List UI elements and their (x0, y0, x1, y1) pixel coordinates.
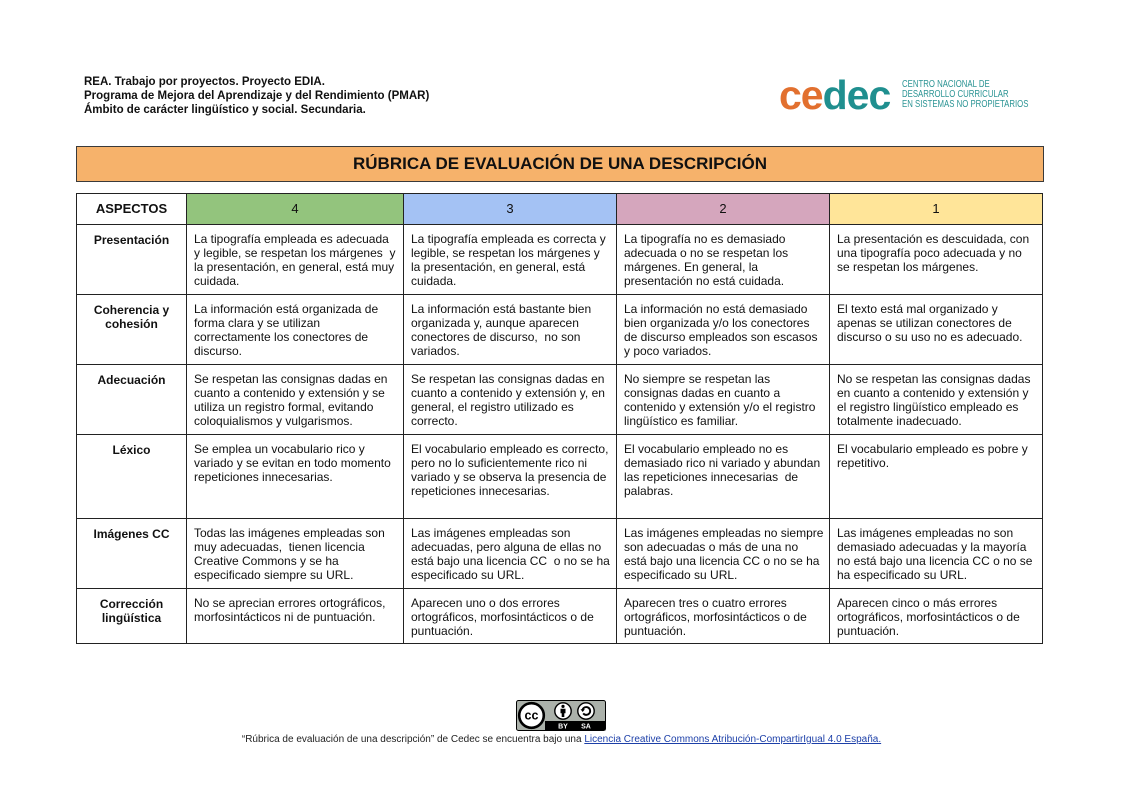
cedec-logo (779, 72, 1064, 118)
criterion-cell-level-3: La tipografía empleada es correcta y legible, se respetan los márgenes y la presentación, en general, está cuidada. (404, 225, 617, 295)
header-line-scope: Ámbito de carácter lingüístico y social. Secundaria. (84, 104, 366, 116)
badge-cc-text: cc (524, 708, 539, 723)
criterion-cell-level-4: Todas las imágenes empleadas son muy adecuadas, tienen licencia Creative Commons y se ha especificado siempre su URL. (187, 519, 404, 589)
criterion-cell-level-4: No se aprecian errores ortográficos, morfosintácticos ni de puntuación. (187, 589, 404, 644)
aspect-label: Adecuación (77, 365, 187, 435)
criterion-cell-level-2: El vocabulario empleado no es demasiado rico ni variado y abundan las repeticiones innecesarias de palabras. (617, 435, 830, 519)
level-4-header: 4 (187, 194, 404, 225)
table-row (77, 435, 1043, 519)
level-3-header: 3 (404, 194, 617, 225)
criterion-cell-level-2: La tipografía no es demasiado adecuada o no se respetan los márgenes. En general, la presentación no está cuidada. (617, 225, 830, 295)
criterion-cell-level-1: El texto está mal organizado y apenas se utilizan conectores de discurso o su uso no es adecuado. (830, 295, 1043, 365)
criterion-cell-level-1: Las imágenes empleadas no son demasiado adecuadas y la mayoría no está bajo una licencia CC o no se ha especificado su URL. (830, 519, 1043, 589)
level-1-header: 1 (830, 194, 1043, 225)
criterion-cell-level-3: El vocabulario empleado es correcto, pero no lo suficientemente rico ni variado y se observa la presencia de repeticiones innecesarias. (404, 435, 617, 519)
criterion-cell-level-1: Aparecen cinco o más errores ortográficos, morfosintácticos o de puntuación. (830, 589, 1043, 644)
license-link[interactable]: Licencia Creative Commons Atribución-CompartirIgual 4.0 España. (584, 734, 882, 745)
aspect-label: Corrección lingüística (77, 589, 187, 644)
logo-wordmark-part-ce: ce (779, 72, 823, 118)
badge-bottom-strip (545, 721, 606, 731)
logo-wordmark-part-dec: dec (822, 72, 891, 118)
logo-tagline-line: DESARROLLO CURRICULAR (902, 89, 1009, 100)
criterion-cell-level-3: Aparecen uno o dos errores ortográficos, morfosintácticos o de puntuación. (404, 589, 617, 644)
creative-commons-icon (519, 703, 544, 728)
logo-tagline-line: CENTRO NACIONAL DE (902, 79, 990, 90)
criterion-cell-level-4: Se respetan las consignas dadas en cuanto a contenido y extensión y se utiliza un registro formal, evitando coloquialismos y vulgarismos. (187, 365, 404, 435)
table-header-row (77, 194, 1043, 225)
table-row (77, 225, 1043, 295)
cc-by-sa-badge (516, 700, 606, 731)
table-row (77, 519, 1043, 589)
aspect-label: Léxico (77, 435, 187, 519)
criterion-cell-level-4: La información está organizada de forma clara y se utilizan correctamente los conectores de discurso. (187, 295, 404, 365)
logo-tagline-line: EN SISTEMAS NO PROPIETARIOS (902, 99, 1029, 110)
criterion-cell-level-1: No se respetan las consignas dadas en cuanto a contenido y extensión y el registro lingüístico empleado es totalmente inadecuado. (830, 365, 1043, 435)
badge-by-text: BY (558, 723, 568, 731)
criterion-cell-level-3: Se respetan las consignas dadas en cuanto a contenido y extensión y, en general, el registro utilizado es correcto. (404, 365, 617, 435)
attribution-icon (555, 703, 571, 719)
criterion-cell-level-4: Se emplea un vocabulario rico y variado y se evitan en todo momento repeticiones innecesarias. (187, 435, 404, 519)
share-alike-icon (578, 703, 594, 719)
criterion-cell-level-3: La información está bastante bien organizada y, aunque aparecen conectores de discurso, no son variados. (404, 295, 617, 365)
table-row (77, 589, 1043, 644)
table-row (77, 365, 1043, 435)
aspect-label: Coherencia y cohesión (77, 295, 187, 365)
criterion-cell-level-2: Aparecen tres o cuatro errores ortográficos, morfosintácticos o de puntuación. (617, 589, 830, 644)
criterion-cell-level-1: La presentación es descuidada, con una tipografía poco adecuada y no se respetan los márgenes. (830, 225, 1043, 295)
criterion-cell-level-3: Las imágenes empleadas son adecuadas, pero alguna de ellas no está bajo una licencia CC o no se ha especificado su URL. (404, 519, 617, 589)
criterion-cell-level-4: La tipografía empleada es adecuada y legible, se respetan los márgenes y la presentación, en general, está muy cuidada. (187, 225, 404, 295)
criterion-cell-level-1: El vocabulario empleado es pobre y repetitivo. (830, 435, 1043, 519)
logo-tagline (902, 80, 1028, 110)
rubric-table (76, 193, 1043, 644)
rubric-title: RÚBRICA DE EVALUACIÓN DE UNA DESCRIPCIÓN (76, 146, 1044, 182)
table-row (77, 295, 1043, 365)
license-notice (0, 734, 1123, 746)
criterion-cell-level-2: Las imágenes empleadas no siempre son adecuadas o más de una no está bajo una licencia CC o no se ha especificado su URL. (617, 519, 830, 589)
criterion-cell-level-2: La información no está demasiado bien organizada y/o los conectores de discurso empleados son escasos y poco variados. (617, 295, 830, 365)
header-line-resource: REA. Trabajo por proyectos. Proyecto EDIA. (84, 76, 325, 88)
level-2-header: 2 (617, 194, 830, 225)
criterion-cell-level-2: No siempre se respetan las consignas dadas en cuanto a contenido y extensión y/o el registro lingüístico es familiar. (617, 365, 830, 435)
aspects-column-header: ASPECTOS (77, 194, 187, 225)
badge-sa-text: SA (581, 723, 591, 731)
aspect-label: Presentación (77, 225, 187, 295)
header-line-program: Programa de Mejora del Aprendizaje y del Rendimiento (PMAR) (84, 90, 430, 102)
cedec-logo-wordmark (779, 72, 890, 118)
document-header (84, 75, 429, 117)
aspect-label: Imágenes CC (77, 519, 187, 589)
license-notice-text: “Rúbrica de evaluación de una descripción” de Cedec se encuentra bajo una (241, 734, 585, 745)
